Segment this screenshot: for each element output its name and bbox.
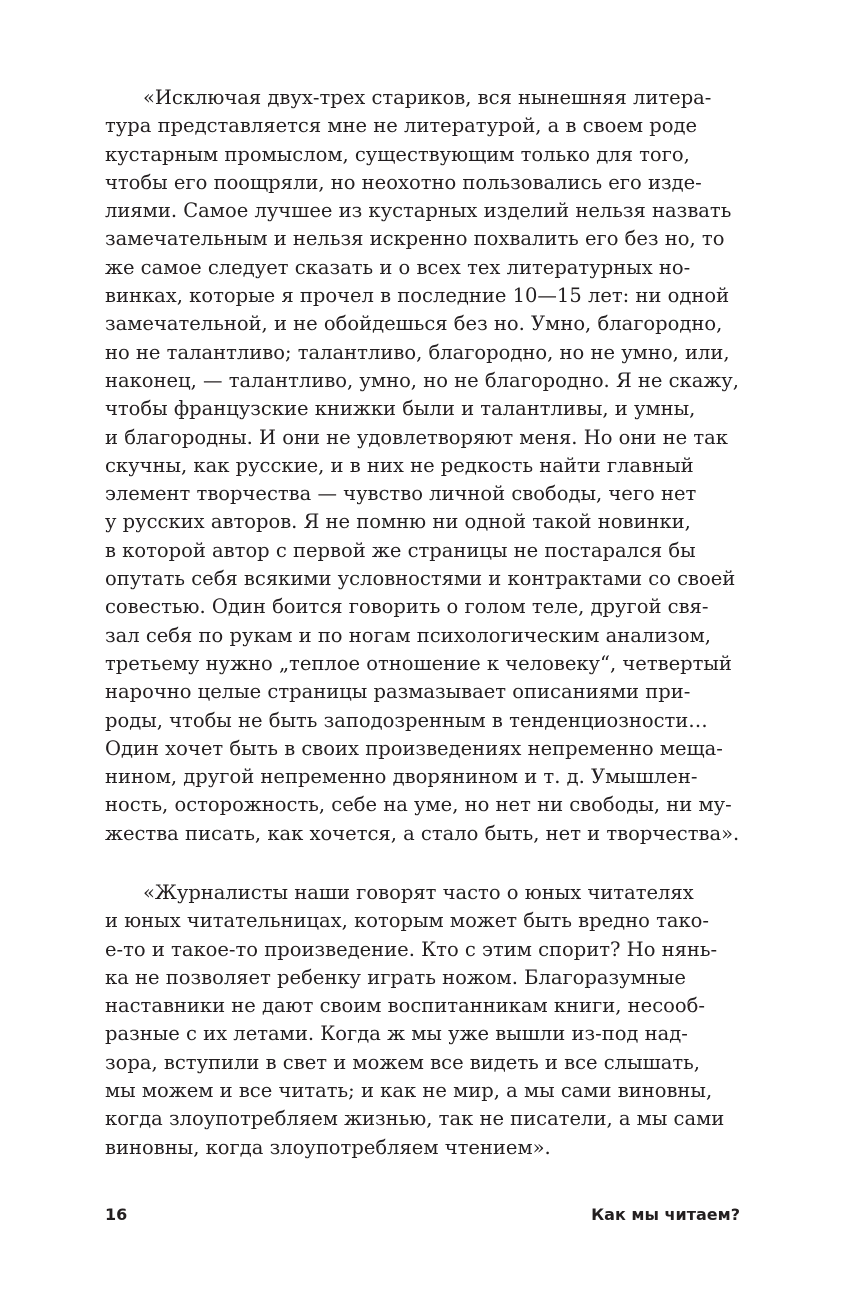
text-line: но не талантливо; талантливо, благородно, но не умно, или, bbox=[105, 340, 730, 364]
text-line: когда злоупотребляем жизнью, так не писатели, а мы сами bbox=[105, 1107, 725, 1131]
text-line: нином, другой непременно дворянином и т. д. Умышлен- bbox=[105, 765, 698, 789]
text-line: зора, вступили в свет и можем все видеть и все слышать, bbox=[105, 1050, 700, 1074]
text-line: наставники не дают своим воспитанникам книги, несооб- bbox=[105, 994, 705, 1018]
paragraph-1 bbox=[105, 84, 745, 848]
text-line: тура представляется мне не литературой, а в своем роде bbox=[105, 114, 697, 138]
text-line: опутать себя всякими условностями и контрактами со своей bbox=[105, 567, 736, 591]
text-line: жества писать, как хочется, а стало быть, нет и творчества». bbox=[105, 821, 740, 845]
text-line: в которой автор с первой же страницы не постарался бы bbox=[105, 538, 696, 562]
text-line: замечательным и нельзя искренно похвалить его без но, то bbox=[105, 227, 725, 251]
text-line: кустарным промыслом, существующим только для того, bbox=[105, 142, 690, 166]
page-number: 16 bbox=[105, 1205, 128, 1224]
text-line: и благородны. И они не удовлетворяют меня. Но они не так bbox=[105, 425, 728, 449]
text-line: мы можем и все читать; и как не мир, а мы сами виновны, bbox=[105, 1079, 713, 1103]
text-line: «Журналисты наши говорят часто о юных читателях bbox=[143, 881, 694, 904]
text-line: у русских авторов. Я не помню ни одной такой новинки, bbox=[105, 510, 691, 534]
text-line: замечательной, и не обойдешься без но. Умно, благородно, bbox=[105, 312, 723, 336]
text-line: разные с их летами. Когда ж мы уже вышли из-под над- bbox=[105, 1022, 688, 1046]
text-line: ка не позволяет ребенку играть ножом. Благоразумные bbox=[105, 965, 686, 989]
text-line: совестью. Один боится говорить о голом теле, другой свя- bbox=[105, 595, 709, 619]
text-line: элемент творчества — чувство личной свободы, чего нет bbox=[105, 482, 697, 506]
text-line: нарочно целые страницы размазывает описаниями при- bbox=[105, 680, 691, 704]
text-line: наконец, — талантливо, умно, но не благородно. Я не скажу, bbox=[105, 368, 739, 392]
text-line: скучны, как русские, и в них не редкость найти главный bbox=[105, 453, 694, 477]
text-line: зал себя по рукам и по ногам психологическим анализом, bbox=[105, 623, 711, 647]
running-title: Как мы читаем? bbox=[591, 1205, 740, 1224]
text-line: Один хочет быть в своих произведениях непременно меща- bbox=[105, 736, 723, 760]
text-line: чтобы французские книжки были и талантливы, и умны, bbox=[105, 397, 696, 421]
text-line: роды, чтобы не быть заподозренным в тенденциозности… bbox=[105, 708, 708, 732]
text-line: же самое следует сказать и о всех тех литературных но- bbox=[105, 255, 691, 279]
text-line: чтобы его поощряли, но неохотно пользовались его изде- bbox=[105, 170, 702, 194]
text-line: лиями. Самое лучшее из кустарных изделий нельзя назвать bbox=[105, 199, 732, 223]
text-line: винках, которые я прочел в последние 10—15 лет: ни одной bbox=[105, 284, 730, 308]
text-line: и юных читательницах, которым может быть вредно тако- bbox=[105, 909, 710, 933]
paragraph-2 bbox=[105, 879, 745, 1162]
text-line: е-то и такое-то произведение. Кто с этим спорит? Но нянь- bbox=[105, 937, 718, 961]
text-line: «Исключая двух-трех стариков, вся нынешняя литера- bbox=[143, 86, 712, 109]
page-footer bbox=[105, 1202, 740, 1228]
text-line: виновны, когда злоупотребляем чтением». bbox=[105, 1135, 551, 1159]
text-line: третьему нужно „теплое отношение к человеку“, четвертый bbox=[105, 651, 732, 675]
text-line: ность, осторожность, себе на уме, но нет ни свободы, ни му- bbox=[105, 793, 732, 817]
